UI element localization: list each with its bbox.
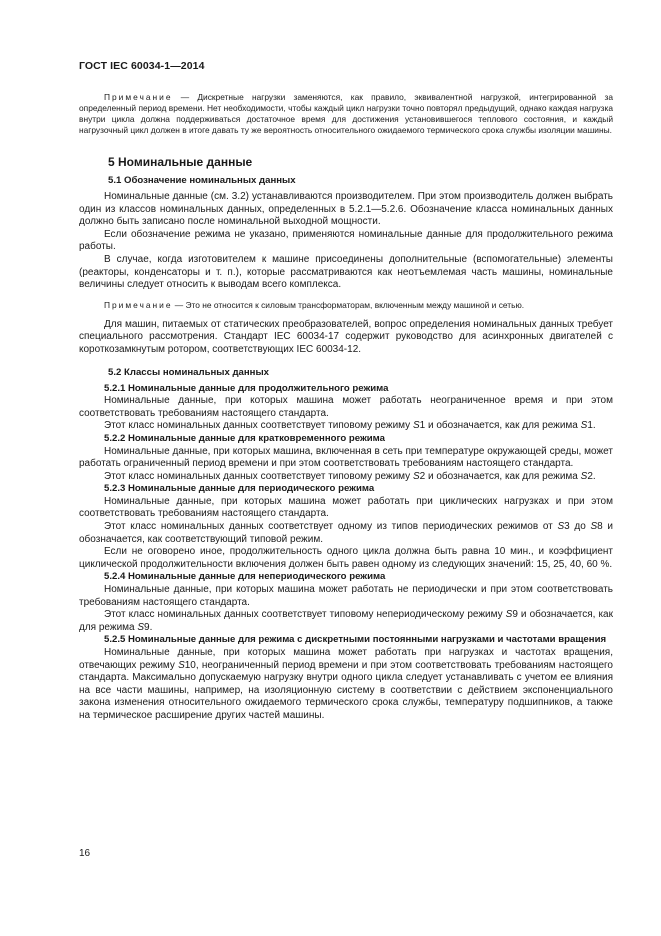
paragraph: Номинальные данные, при которых машина может работать при циклических нагрузках и при этом соответствовать требованиям настоящего стандарта. [79,495,613,520]
note-text: — Это не относится к силовым трансформаторам, включенным между машиной и сетью. [172,299,525,310]
section-5-1-title: 5.1 Обозначение номинальных данных [108,175,296,186]
note-text: — Дискретные нагрузки заменяются, как правило, эквивалентной нагрузкой, интегрированной за определенный период времени. Нет необходимости, чтобы каждый цикл нагрузки точно повторял предыдущий, однако каждая нагрузка внутри цикла должна поддерживаться достаточное время для достижения установившегося теплового состояния, и каждый нагрузочный цикл должен в итоге давать ту же вероятность относительного ожидаемого термического срока службы изоляции машины. [79,92,613,135]
page-content [79,92,613,723]
paragraph: Этот класс номинальных данных соответствует одному из типов периодических режимов от S3 до S8 и обозначается, как соответствующий типовой режим. [79,521,613,545]
section-5-2-title: 5.2 Классы номинальных данных [108,366,269,378]
section-5-2-2-title: 5.2.2 Номинальные данные для кратковременного режима [104,432,385,444]
paragraph: Для машин, питаемых от статических преобразователей, вопрос определения номинальных данных требует специального рассмотрения. Стандарт IEC 60034-17 содержит руководство для асинхронных двигателей с короткозамкнутым ротором, соответствующих IEC 60034-12. [79,318,613,355]
section-5-2-5-title: 5.2.5 Номинальные данные для режима с дискретными постоянными нагрузками и частотами вращения [104,634,607,646]
section-5-title: 5 Номинальные данные [108,155,253,169]
paragraph: Номинальные данные, при которых машина может работать при нагрузках и частотах вращения, отвечающих режиму S10, неограниченный период времени и при этом соответствовать требованиям настоящего стандарта. Максимально допускаемую нагрузку внутри одного цикла следует устанавливать с учетом ее влияния на все части машины, например, на изоляционную систему в соответствии с действием экспоненциального закона изменения относительного ожидаемого термического срока службы, температуру подшипников, а также на термическое расширение других частей машины. [79,647,613,721]
note-label: Примечание [104,299,173,310]
paragraph: Номинальные данные, при которых машина может работать не периодически и при этом соответствовать требованиям настоящего стандарта. [79,584,613,608]
paragraph: Номинальные данные (см. 3.2) устанавливаются производителем. При этом производитель должен выбрать один из классов номинальных данных, определенных в 5.2.1—5.2.6. Обозначение класса номинальных данных должно быть записано после номинальной выходной мощности. [79,191,613,228]
paragraph: Этот класс номинальных данных соответствует типовому непериодическому режиму S9 и обозначается, как для режима S9. [79,609,613,633]
section-5-2-3-title: 5.2.3 Номинальные данные для периодического режима [104,483,375,495]
paragraph: Этот класс номинальных данных соответствует типовому режиму S2 и обозначается, как для режима S2. [104,470,596,482]
paragraph: Номинальные данные, при которых машина, включенная в сеть при температуре окружающей среды, может работать ограниченный период времени и при этом соответствовать требованиям настоящего стандарта. [79,445,613,470]
document-header: ГОСТ IEC 60034-1—2014 [79,60,205,72]
note-2 [79,300,613,311]
top-note [79,92,613,136]
page-number: 16 [79,848,91,859]
note-label: Примечание [104,92,173,102]
paragraph: Если обозначение режима не указано, применяются номинальные данные для продолжительного режима работы. [79,228,613,253]
paragraph: Этот класс номинальных данных соответствует типовому режиму S1 и обозначается, как для режима S1. [104,420,596,432]
section-5-2-4-title: 5.2.4 Номинальные данные для непериодического режима [104,571,386,583]
paragraph: Если не оговорено иное, продолжительность одного цикла должна быть равна 10 мин., и коэффициент циклической продолжительности включения должен быть равен одному из следующих значений: 15, 25, 40, 60 %. [79,546,613,570]
paragraph: В случае, когда изготовителем к машине присоединены дополнительные (вспомогательные) элементы (реакторы, конденсаторы и т. п.), которые рассматриваются как неотъемлемая часть машины, номинальные величины следует относить к выводам всего комплекса. [79,253,613,291]
section-5-2-1-title: 5.2.1 Номинальные данные для продолжительного режима [104,382,389,394]
paragraph: Номинальные данные, при которых машина может работать неограниченное время и при этом соответствовать требованиям настоящего стандарта. [79,395,613,419]
